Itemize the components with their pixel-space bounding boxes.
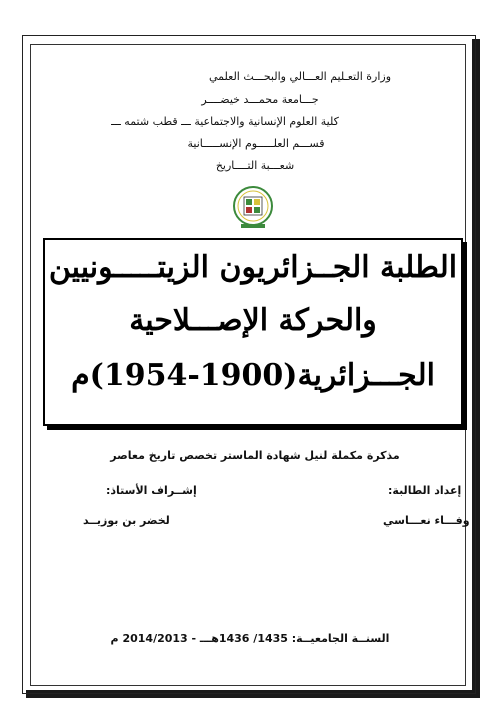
department-name: قســـم العلـــــوم الإنســـــانية [187, 137, 325, 150]
academic-year: السنــة الجامعيــة: 1435/ 1436هـــ - 2014/2013 م [110, 632, 390, 645]
supervisor-label: إشــراف الأستاذ: [106, 484, 197, 497]
title-line-1: الطلبة الجــزائريون الزيتـــــونيين [48, 250, 458, 285]
section-name: شعـــبة التــــاريخ [215, 159, 295, 172]
university-logo [232, 186, 274, 230]
faculty-name: كلية العلوم الإنسانية والاجتماعية ـــ قطب شتمه ـــ [111, 115, 339, 128]
supervisor-name: لخضر بن بوزيــد [83, 514, 170, 527]
university-name: جـــامعة محمـــد خيضــــر [201, 93, 319, 106]
title-line-3: الجـــزائرية(1900-1954)م [71, 358, 435, 393]
student-name: وفـــاء نعـــاسي [383, 514, 470, 527]
ministry-name: وزارة التعـليم العـــالي والبحـــث العلمي [208, 70, 392, 83]
title-line-2: والحركة الإصـــلاحية [129, 303, 377, 338]
thesis-description: مذكرة مكملة لنيل شهادة الماستر تخصص تاريخ معاصر [110, 449, 400, 462]
thesis-title-box [43, 238, 463, 426]
student-label: إعداد الطالبة: [388, 484, 462, 497]
